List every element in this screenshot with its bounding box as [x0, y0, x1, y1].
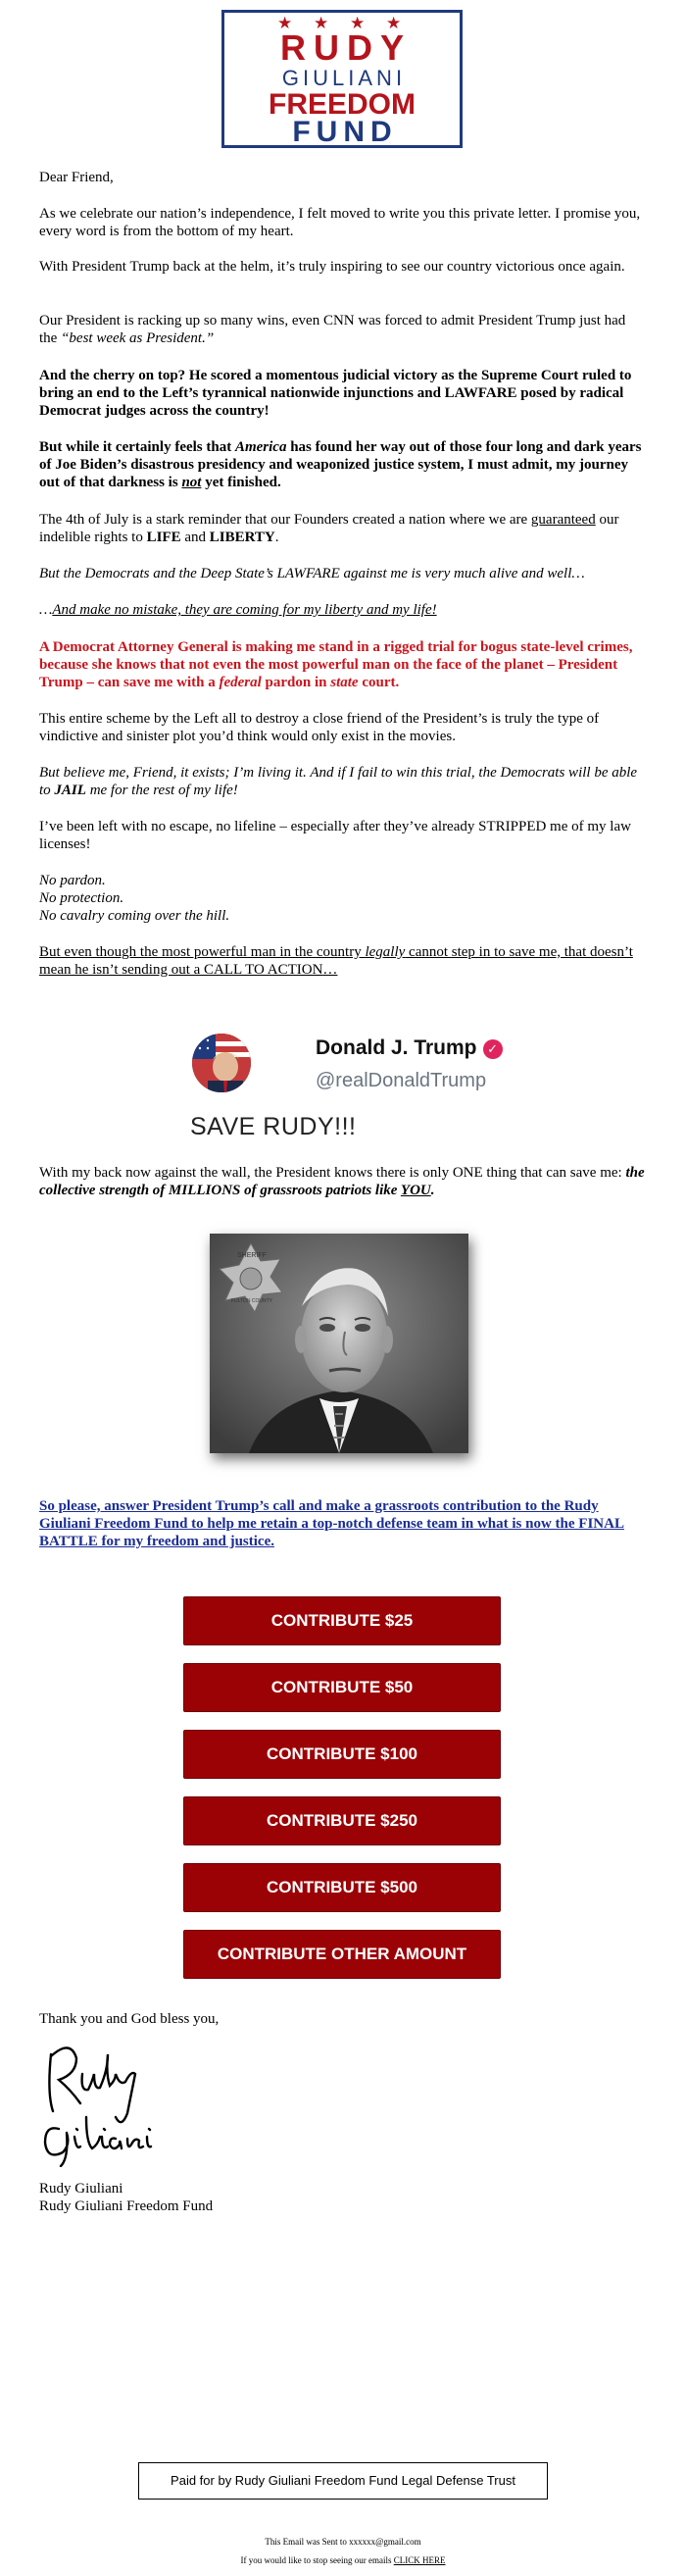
paragraph-13: No pardon. No protection. No cavalry coming over the hill. [39, 873, 230, 924]
giuliani-photo [210, 1234, 468, 1453]
logo-line-freedom: FREEDOM [269, 88, 416, 121]
paragraph-4: And the cherry on top? He scored a momentous judicial victory as the Supreme Court ruled to bring an end to the Left’s tyrannical nationwide injunctions and LAWFARE posed by radical Democrat judges across the country! [39, 368, 632, 419]
logo-line-giuliani: GIULIANI [281, 66, 407, 90]
paragraph-2: With President Trump back at the helm, it’s truly inspiring to see our country victorious once again. [39, 259, 625, 275]
unsubscribe-notice: If you would like to stop seeing our emails CLICK HERE [240, 2555, 446, 2565]
contribute-25-button[interactable]: CONTRIBUTE $25 [183, 1596, 501, 1645]
paragraph-5: But while it certainly feels that America has found her way out of those four long and dark years of Joe Biden’s disastrous presidency and weaponized justice system, I must admit, my journey out of that darkness is not yet finished. [39, 439, 642, 490]
paragraph-11: But believe me, Friend, it exists; I’m living it. And if I fail to win this trial, the Democrats will be able to JAIL me for the rest of my life! [39, 765, 638, 798]
star-icon: ★ [277, 14, 293, 32]
contribute-250-button[interactable]: CONTRIBUTE $250 [183, 1796, 501, 1845]
trump-avatar [192, 1034, 251, 1092]
sent-to-notice: This Email was Sent to xxxxxx@gmail.com [265, 2537, 421, 2547]
badge-text: FULTON COUNTY [230, 1298, 273, 1304]
logo-line-rudy: RUDY [279, 27, 412, 68]
paragraph-3: Our President is racking up so many wins, even CNN was forced to admit President Trump just had the “best week as President.” [39, 313, 626, 346]
star-icon: ★ [314, 14, 329, 32]
rudy-giuliani-freedom-fund-logo [221, 10, 463, 148]
paragraph-15: With my back now against the wall, the President knows there is only ONE thing that can save me: the collective strength of MILLIONS of grassroots patriots like YOU. [39, 1165, 645, 1198]
contribute-500-button[interactable]: CONTRIBUTE $500 [183, 1863, 501, 1912]
star-icon: ★ [386, 14, 402, 32]
paragraph-14: But even though the most powerful man in the country legally cannot step in to save me, that doesn’t mean he isn’t sending out a CALL TO ACTION… [39, 944, 633, 978]
star-icon: ★ [350, 14, 366, 32]
verified-badge-icon: ✓ [483, 1039, 503, 1059]
paragraph-6: The 4th of July is a stark reminder that our Founders created a nation where we are guaranteed our indelible rights to LIFE and LIBERTY. [39, 512, 619, 545]
badge-text: SHERIFF [237, 1252, 267, 1259]
contribute-other-amount-button[interactable]: CONTRIBUTE OTHER AMOUNT [183, 1930, 501, 1979]
handwritten-signature [37, 2035, 204, 2167]
paragraph-10: This entire scheme by the Left all to destroy a close friend of the President’s is truly the type of vindictive and sinister plot you’d think would only exist in the movies. [39, 711, 600, 744]
unsubscribe-link[interactable]: CLICK HERE [393, 2555, 446, 2565]
salutation: Dear Friend, [39, 170, 114, 185]
tweet-author-handle: @realDonaldTrump [316, 1070, 487, 1091]
contribute-100-button[interactable]: CONTRIBUTE $100 [183, 1730, 501, 1779]
cta-contribute-link[interactable]: So please, answer President Trump’s call and make a grassroots contribution to the Rudy Giuliani Freedom Fund to help me retain a top-notch defense team in what is now the FINAL BATTLE for my freedom and justice. [39, 1498, 624, 1549]
paragraph-1: As we celebrate our nation’s independence, I felt moved to write you this private letter. I promise you, every word is from the bottom of my heart. [39, 206, 641, 239]
paragraph-7: But the Democrats and the Deep State’s LAWFARE against me is very much alive and well… [39, 566, 585, 581]
tweet-author-name: Donald J. Trump ✓ [316, 1036, 503, 1060]
tweet-text: SAVE RUDY!!! [190, 1113, 357, 1140]
paid-for-disclaimer: Paid for by Rudy Giuliani Freedom Fund Legal Defense Trust [138, 2462, 548, 2500]
closing: Thank you and God bless you, [39, 2011, 220, 2027]
logo-line-fund: FUND [292, 116, 398, 148]
paragraph-8: …And make no mistake, they are coming for my liberty and my life! [39, 602, 437, 618]
paragraph-9: A Democrat Attorney General is making me stand in a rigged trial for bogus state-level crimes, because she knows that not even the most powerful man on the face of the planet – President Trump – can save me with a federal pardon in state court. [39, 639, 633, 690]
signature-name: Rudy Giuliani [39, 2181, 123, 2197]
contribute-50-button[interactable]: CONTRIBUTE $50 [183, 1663, 501, 1712]
paragraph-12: I’ve been left with no escape, no lifeline – especially after they’ve already STRIPPED me of my law licenses! [39, 819, 631, 852]
tweet-card [190, 1030, 498, 1147]
signature-organization: Rudy Giuliani Freedom Fund [39, 2198, 214, 2214]
